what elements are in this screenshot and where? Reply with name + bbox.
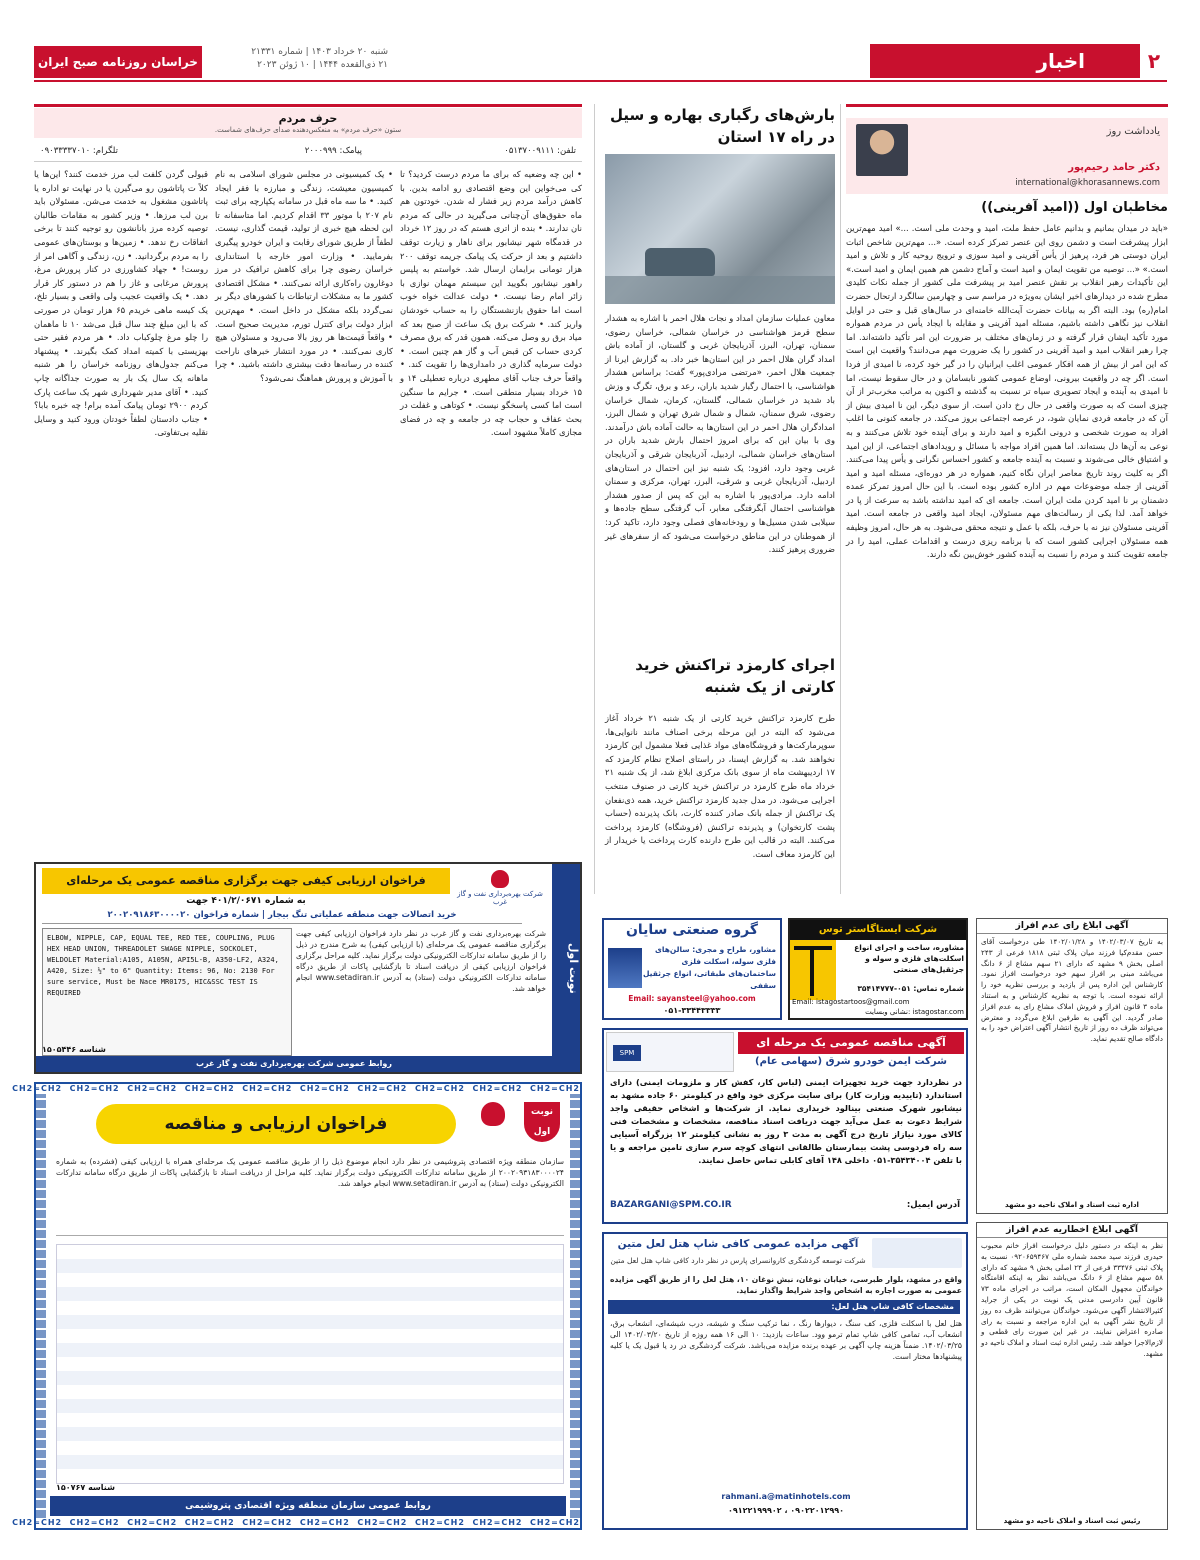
ad-istaga-title: شرکت ایستاگاستر توس [790, 920, 966, 940]
ad-spm-body: در نظردارد جهت خرید تجهیزات ایمنی (لباس کار، کفش کار و ملزومات ایمنی) دارای استاندارد (تاییدیه وزارت کار) برای سایت مرکزی خود واقع در کیلومتر ۶۰ جاده مشهد به نیشابور شهرک صنعتی بینالود خریداری نماید. از شرکت‌ها و اشخاص حقیقی واجد شرایط دعوت به عمل می‌آید جهت دریافت اسناد مناقصه، مشخصات و مشخصات فنی کالای مورد نیازاز تاریخ درج آگهی به مدت ۳ روز به نشانی کیلومتر ۱۲ بزرگراه آسیایی سه راه فردوسی پشت بیمارستان طالقانی انتهای کوچه سرم سازی تامین مراجعه و یا با تلفن ۳۵۴۳۴۰۰۴-۰۵۱ داخلی ۱۴۸ آقای کابلی تماس حاصل نمایند. [610, 1077, 962, 1165]
ad-spm-title: آگهی مناقصه عمومی یک مرحله ای [738, 1032, 964, 1054]
ad-sayan-title: گروه صنعتی سایان [625, 922, 759, 938]
editorial-title: مخاطبان اول ((امید آفرینی)) [981, 200, 1168, 215]
ad-istaga-site: istagostar.com :نشانی وبسایت [865, 1008, 964, 1016]
ad-legal-1-title: آگهی ابلاغ رای عدم افراز [977, 921, 1167, 934]
editorial-body: «باید در میدان بمانیم و بدانیم عامل حفظ ملت، امید و وحدت ملی است. ...» امید مهم‌ترین ابزار پیشرفت است و دشمن روی این عنصر تمرکز کرده است. «... مهم‌ترین شاخص اثبات ایران دوستی هر فرد، پرهیز از یأس آفرینی و امید سوزی و ترویج روحیه کار و تلاش و امید است.» «... توصیه من تقویت ایمان و امید است و آماج دشمن هم همین ایمان و امید است.» این تأکیدات رهبر انقلاب بر نقش عنصر امید بر پیشرفت ملی کشور از جمله نکات کلیدی مطرح شده در دیدارهای اخیر ایشان به‌ویژه در مراسم سی و چهارمین سالگرد ارتحال حضرت امام(ره) بود. البته اگر به بیانات حضرت آیت‌الله خامنه‌ای در سال‌های قبل و حتی در اوایل انقلاب نیز نگاهی داشته باشیم، مسئله امید آفرینی و مقابله با ایجاد یأس در مردم همواره مورد تأکید ایشان قرار گرفته و در زمان‌های مختلف بر ضرورت این امر تأکید داشته‌اند. اما چرا رهبر انقلاب امید و امید آفرینی در کشور را یک ضرورت مهم می‌دانند؟ واقعیت این است که این امر از بیش از همه افکار عمومی اغلب ایرانیان را در گیر خود کرده، نا امیدی از فردا است. اگر چه در واقعیت بیرونی، اوضاع عمومی کشور نابسامان و در حال سقوط نیست، اما نا امیدی به آینده و ایجاد تصویری سیاه تر نسبت به گذشته و اکنون به مراتب مخرب‌تر از آن چیزی است که به صورت واقعی در حال رخ دادن است. از سوی دیگر، این نا امیدی بیش از آن که در جامعه فردی نمایان شود، در عرصه اجتماعی بروز می‌کند. در جامعه کنونی ما اغلب افراد به صورت شخصی و درونی انگیزه و امید دارند و برای آینده خود تلاش می‌کنند و به نوعی به آن‌ها دل بسته‌اند. اما همین افراد مواجه با مسائل و رویدادهای اجتماعی، از این امید و اشتیاق خالی می‌شوند و نسبت به آینده جامعه و کشور احساس نگرانی و یأس پیدا می‌کنند. اگر به کلیت روند تاریخ معاصر ایران نگاه کنیم، همواره در هر دوره‌ای، مسئله امید و امید آفرینی از جمله موضوعات مهم در اداره کشور بوده است. با این حال امروز تمرکز عمده دشمنان بر نا امید کردن ملت ایران است. جامعه ای که امید نداشته باشد به سرعت از پا در خواهد آمد. لذا یکی از رسالت‌های مهم مسئولان، ایجاد امید واقعی در جامعه است. امید آفرینی مسئولان نیز نه با حرف، بلکه با عمل و نتیجه محقق می‌شود. به هر حال، امروز وظیفه همه مسئولان اجرایی کشور است که با برنامه ریزی درست و اقدامات عملی، امید را در جامعه تقویت کنند و مردم را نسبت به آینده کشور خوش‌بین نگه دارند. [846, 223, 1168, 560]
hotel-logo [872, 1238, 962, 1268]
harf-col-2: • یک کمیسیونی در مجلس شورای اسلامی به نام کمیسیون معیشت، زندگی و مبارزه با فقر ایجاد کنید. • ما سه ماه قبل در سامانه یکپارچه برای ثبت نام ۲۰۷ با موتور ۳۳ اقدام کردیم. اما متاسفانه تا این لحظه هیچ خبری از تولید، قیمت گذاری، نیست. لطفاً از طریق شورای رقابت و ایران خودرو پیگیری بفرمایید. • وزارت امور خارجه با استانداری خراسان رضوی چرا برای کاهش ترافیک در مرز دوغارون راه‌کاری ارائه نمی‌کنند. • مشکل اقتصادی کشور ما به مشکلات ارتباطات با کشورهای دیگر بر نمی‌گردد بلکه مشکل در داخل است. • مهم‌ترین ابزار دولت برای کنترل تورم، مدیریت صحیح است. • واقعاً قیمت‌ها هر روز بالا می‌رود و مسئولان هیچ کاری نمی‌کنند. • در مورد انتشار خبرهای ناراحت کننده در رسانه‌ها دقت بیشتری داشته باشید. • چرا با آموزش و پرورش هماهنگ نمی‌شود؟ [215, 169, 393, 383]
ad-spm [602, 1028, 968, 1224]
rain-headline: بارش‌های رگباری بهاره و سیل در راه ۱۷ استان [609, 106, 835, 146]
ad-legal-2 [976, 1222, 1168, 1530]
ad-hotel-spec-title: مشخصات کافی شاپ هتل لعل: [608, 1300, 960, 1314]
editorial-rule [846, 104, 1168, 119]
page-number: ۲ [1147, 49, 1161, 73]
ad-petro-body: سازمان منطقه ویژه اقتصادی پتروشیمی در نظر دارد انجام موضوع ذیل را از طریق مناقصه عمومی یک مرحله‌ای همراه با ارزیابی کیفی (فشرده) به شماره ۲۰۰۲۰۹۳۱۸۳۰۰۰۰۲۴ از طریق سامانه تدارکات الکترونیکی دولت برگزار نماید. کلیه مراحل از دریافت اسناد تا بازگشایی پاکات از طریق درگاه سامانه تدارکات الکترونیکی دولت (ستاد) به آدرس www.setadiran.ir انجام خواهد شد. [56, 1156, 564, 1236]
ad-legal-2-title: آگهی ابلاغ اخطاریه عدم افراز [977, 1225, 1167, 1238]
newspaper-logo: خراسان روزنامه صبح ایران [34, 46, 202, 78]
ad-hotel [602, 1232, 968, 1530]
ad-istaga-email: Email: istagostartoos@gmail.com [792, 998, 910, 1006]
ad-ngo-logo [456, 870, 544, 910]
ad-legal-1-footer: اداره ثبت اسناد و املاک ناحیه دو مشهد [1005, 1201, 1139, 1209]
ad-ngo-subtitle: خرید اتصالات جهت منطقه عملیاتی تنگ بیجار | شماره فراخوان ۲۰۰۲۰۹۱۸۶۳۰۰۰۰۲۰ [42, 910, 522, 924]
flame-icon [491, 870, 509, 888]
ad-ngo-company: شرکت بهره‌برداری نفت و گاز غرب [457, 890, 543, 906]
ad-spm-email: BAZARGANI@SPM.CO.IR [610, 1200, 732, 1210]
ad-ngo-tender [34, 862, 582, 1074]
editorial-email: international@khorasannews.com [1015, 178, 1160, 188]
ad-hotel-body: هتل لعل با اسکلت فلزی، کف سنگ ، دیوارها رنگ ، نما ترکیب سنگ و شیشه، درب شیشه‌ای، انشعاب برق، انشعاب آب، تمامی کافی شاپ تمام ترمو وود. ساعات بازدید: ۱۰ الی ۱۶ همه روزه از تاریخ ۱۴۰۲/۰۳/۲۰ الی ۱۴۰۲/۰۳/۲۵. ضمناً هزینه چاپ آگهی بر عهده برنده مزایده می‌باشد. شرکت گردشگری در رد یا قبول یک یا کلیه پیشنهادها مختار است. [610, 1319, 962, 1361]
date-line-2: ۲۱ ذی‌القعده ۱۴۴۴ | ۱۰ ژوئن ۲۰۲۳ [257, 60, 388, 70]
ad-legal-1-body: به تاریخ ۱۴۰۲/۰۳/۰۷ و ۱۴۰۲/۰۱/۲۸ طی درخواست آقای حسن مقدم‌کیا فرزند میان پلاک ثبتی ۱۸۱۸ فرعی از ۲۴۳ اصلی بخش ۹ مشهد که دارای ۲۱ سهم مشاع از ۶ دانگ می‌باشد مبنی بر افراز سهم خود درخواست افراز نمود. کارشناس این اداره پس از بازدید و بررسی نظریه خود را ارائه نموده است. با توجه به نظریه کارشناس و به استناد ماده ۳ قانون افراز و فروش املاک مشاع رای به عدم افراز صادر گردید. این آگهی به طرفین ابلاغ می‌گردد و معترض می‌تواند ظرف ده روز از تاریخ انتشار آگهی اعتراض خود را به دادگاه صالح تقدیم نماید. [981, 937, 1163, 1044]
divider [594, 104, 595, 894]
spm-logo-mark: SPM [613, 1045, 641, 1061]
ad-petro-id: شناسه ۱۵۰۷۶۷ [56, 1483, 115, 1492]
rain-photo [605, 154, 835, 304]
ad-petro-logo [470, 1102, 516, 1148]
section-title: اخبار [870, 44, 1140, 78]
ad-sayan-email: Email: sayansteel@yahoo.com [628, 994, 756, 1003]
ad-hotel-title: آگهی مزایده عمومی کافی شاپ هتل لعل متین [617, 1238, 859, 1250]
ad-sayan-phone: ۰۵۱-۳۳۴۴۳۳۳۳ [663, 1006, 721, 1015]
ad-legal-2-body: نظر به اینکه در دستور دلیل درخواست افراز خانم محبوب حیدری فرزند سید محمد شماره ملی ۰۹۲۰۶۵۹۴۶۷ نسبت به پلاک ثبتی ۳۳۴۷۶ فرعی از ۲۴ اصلی بخش ۹ مشهد که دارای ۵۸ سهم مشاع از ۶ دانگ می‌باشد نظر به اینکه اقامتگاه خواندگان مجهول المکان است، مراتب در اجرای ماده ۷۳ قانون آیین دادرسی مدنی یک نوبت در یکی از جراید کثیرالانتشار آگهی می‌شود. خواندگان می‌توانند ظرف ده روز از تاریخ نشر آگهی به این اداره مراجعه و نسبت به رای صادره اعتراض نمایند. در غیر این صورت رای قطعی و لازم‌الاجرا خواهد شد. رئیس اداره ثبت اسناد و املاک ناحیه دو مشهد. [981, 1241, 1164, 1358]
harf-rule [34, 104, 582, 107]
building-icon [608, 948, 642, 988]
karmozd-headline: اجرای کارمزد تراکنش خرید کارتی از یک شنبه [635, 656, 835, 696]
ad-ngo-body: شرکت بهره‌برداری نفت و گاز غرب در نظر دارد فراخوان ارزیابی کیفی جهت برگزاری مناقصه عمومی یک مرحله‌ای (با ارزیابی کیفی) به شرح مندرج در ذیل را از طریق سامانه تدارکات الکترونیکی دولت برگزار نماید. کلیه مراحل برگزاری فراخوان ارزیابی کیفی از دریافت اسناد تا بازگشایی پاکات از طریق درگاه سامانه تدارکات الکترونیکی دولت (ستاد) به آدرس www.setadiran.ir انجام خواهد شد. [296, 929, 546, 993]
ad-ngo-footer: روابط عمومی شرکت بهره‌برداری نفت و گاز غرب [36, 1056, 552, 1072]
flame-icon [481, 1102, 505, 1126]
editorial-author: دکتر حامد رحیم‌پور [1068, 162, 1160, 173]
ad-istaga-lines: مشاوره، ساخت و اجرای انواع اسکلت‌های فلزی و سوله و جرثقیل‌های صنعتی [854, 943, 964, 974]
karmozd-body: طرح کارمزد تراکنش خرید کارتی از یک شنبه ۲۱ خرداد آغاز می‌شود که البته در این مرحله برخی اصناف مانند نانوایی‌ها، سوپرمارکت‌ها و فروشگاه‌های مواد غذایی فعلا مشمول این کارمزد نخواهند شد. به گزارش ایسنا، در راستای اصلاح نظام کارمزد که ۱۷ اردیبهشت ماه از سوی بانک مرکزی ابلاغ شد، از یک شنبه ۲۱ خرداد ماه طرح کارمزد در تراکنش خرید کارتی در صنوف منتخب اجرایی می‌شود. در مدل جدید کارمزد تراکنش خرید، همه ذی‌نفعان یک تراکنش از جمله بانک صادر کننده کارت، بانک پذیرنده (حساب پشت کارتخوان) و پذیرنده تراکنش (فروشگاه) کارمزد پرداخت می‌کنند. البته در قالب این طرح دارنده کارت پرداخت یا خریدار از این کارمزد معاف است. [605, 713, 835, 859]
ad-hotel-address: واقع در مشهد، بلوار طبرسی، خیابان نوغان، نبش نوغان ۱۰، هتل لعل را از طریق آگهی مزایده عمومی به صورت اجاره به اشخاص واجد شرایط واگذار نماید. [610, 1275, 963, 1295]
harf-contacts [34, 142, 582, 162]
harf-subtitle: ستون «حرف مردم» به منعکس‌دهنده صدای حرف‌های شماست. [214, 126, 402, 134]
ad-ngo-id: شناسه ۱۵۰۵۴۴۶ [42, 1045, 106, 1054]
editorial-label: یادداشت روز [1106, 126, 1160, 137]
ad-spm-company: شرکت ایمن خودرو شرق (سهامی عام) [755, 1056, 947, 1067]
ad-legal-1 [976, 918, 1168, 1214]
harf-header [34, 108, 582, 138]
ad-sayan-lines: مشاور، طراح و مجری: سالن‌های فلزی سوله، اسکلت فلزی ساختمان‌های طبقاتی، انواع جرثقیل سقفی [642, 945, 776, 990]
car-shape [645, 248, 715, 276]
harf-sms: پیامک: ۲۰۰۰۹۹۹ [304, 146, 362, 156]
ad-petro-table [56, 1244, 564, 1484]
ad-istaga [788, 918, 968, 1020]
ad-petro-banner: نوبت اول [524, 1102, 560, 1142]
ad-petro-strip-bottom: CH2=CH2 CH2=CH2 CH2=CH2 CH2=CH2 CH2=CH2 CH2=CH2 CH2=CH2 CH2=CH2 CH2=CH2 CH2=CH2 [12, 1518, 580, 1527]
ad-hotel-phones: ۰۹۰۲۲۰۱۲۹۹۰ ، ۰۹۱۲۲۱۹۹۹۰۲ [727, 1506, 845, 1515]
ad-legal-2-footer: رئیس ثبت اسناد و املاک ناحیه دو مشهد [1003, 1517, 1141, 1525]
ad-petro-footer: روابط عمومی سازمان منطقه ویژه اقتصادی پتروشیمی [50, 1496, 566, 1516]
ad-petro [12, 1082, 582, 1530]
ad-petro-strip-left [36, 1094, 46, 1518]
author-photo [856, 124, 908, 176]
rain-body: معاون عملیات سازمان امداد و نجات هلال احمر با اشاره به هشدار سطح قرمز هواشناسی در خراسان شمالی، خراسان رضوی، سمنان، تهران، البرز، آذربایجان غربی و گلستان، از آماده باش امداد گران هلال احمر در این استان‌ها خبر داد. به گزارش ایرنا از جمعیت هلال احمر، «مرتضی مرادی‌پور» گفت: براساس هشدار هواشناسی، با احتمال رگبار شدید باران، رعد و برق، تگرگ و وزش باد شدید در خراسان شمالی، گلستان، کرمان، شمال خراسان رضوی، شرق سمنان، شمال و شمال شرق تهران و شمال البرز، امدادگران هلال احمر در این استان‌ها به حالت آماده باش درآمدند. وی با بیان این که برای امروز احتمال بارش شدید باران در استان‌های خراسان شمالی، اردبیل، آذربایجان شرقی و آذربایجان غربی وجود دارد، افزود: یک شنبه نیز این احتمال در استان‌های اردبیل، آذربایجان غربی و شرقی، البرز، تهران، مرکزی و سمنان ادامه دارد. مرادی‌پور با اشاره به این که پس از صدور هشدار هواشناسی احتمال آبگرفتگی معابر، آب گرفتگی سطح جاده‌ها و سیلابی شدن مسیل‌ها و رودخانه‌های فصلی وجود دارد، تاکید کرد: از هموطنان در این مناطق درخواست می‌شود که از سفرهای غیر ضروری پرهیز کنند. [605, 313, 835, 555]
harf-telegram: تلگرام: ۰۹۰۳۳۳۳۷۰۱۰ [40, 146, 118, 156]
harf-phone: تلفن: ۰۵۱۳۷۰۰۹۱۱۱ [504, 146, 576, 156]
ad-ngo-title: فراخوان ارزیابی کیفی جهت برگزاری مناقصه عمومی یک مرحله‌ای [42, 868, 450, 894]
spm-logo [606, 1032, 734, 1072]
ad-ngo-banner: نوبت اول [552, 864, 580, 1072]
ad-petro-strip-top: CH2=CH2 CH2=CH2 CH2=CH2 CH2=CH2 CH2=CH2 CH2=CH2 CH2=CH2 CH2=CH2 CH2=CH2 CH2=CH2 [12, 1084, 580, 1093]
issue-date [208, 46, 388, 72]
ad-ngo-number: به شماره ۴۰۱/۲/۰۶۷۱ جهت [186, 896, 306, 906]
editorial-author-box [846, 118, 1168, 194]
ad-spm-email-label: آدرس ایمیل: [906, 1200, 960, 1210]
harf-col-1: • این چه وضعیه که برای ما مردم درست کردید؟ تا کی می‌خواین این وضع اقتصادی رو ادامه بدین. با کاهش درآمد مردم زیر فشار له شدن. خودتون هم ماه حقوق‌های آن‌چنانی می‌گیرید در حالی که مردم نان ندارند. • بنده از اتری هستم که در روز ۱۲ خرداد در قدمگاه شهر نیشابور برای ناهار و زیارت توقف داشتیم و بعد از حرکت یک پیامک جریمه توقف ۲۰۰ هزار تومانی برایمان ارسال شد. خواستم به پلیس راهور نیشابور بگویید این سیستم مهمان نوازی با زائر امام رضا نیست. • دولت عدالت خواه خوب است اما حقوق بازنشستگان را به حساب خودشان واریز کند. • شرکت برق یک ساعت از صبح بعد که میاد برق رو وصل می‌کنه. همون قدر که برق مصرف کردی حساب کن قبض آب و گاز هم چنین است. • دولت سرمایه گذاری در دامداری‌ها را تقویت کند. • واقعاً حرف جناب آقای مطهری درباره تعطیلی ۱۴ و ۱۵ خرداد بسیار منطقی است. • جرایم ما سنگین است اما کسی پاسخگو نیست. • کوتاهی و غفلت در بحث عفاف و حجاب چه در جامعه و چه در فضای مجازی کاملاً مشهود است. [400, 169, 582, 438]
ad-ngo-spec: ELBOW, NIPPLE, CAP, EQUAL TEE, RED TEE, COUPLING, PLUG HEX HEAD UNION, THREADOLET SWAGE NIPPLE, SOCKOLET, WELDOLET Material:A105, A105N, API5L-B, A350-LF2, A324, A420, Size: ½" to 6" Quantity: Items: 96, No: 2130 For sure service, Must be Nace MR0175, HIC&SSC TEST IS REQUIRED [42, 928, 292, 1056]
ad-hotel-email: rahmani.a@matinhotels.com [721, 1492, 851, 1501]
divider [840, 104, 841, 894]
harf-col-3: قبولی گردن کلفت لب مرز خدمت کنند؟ این‌ها یا کلاً ت پاتاشون رو می‌گیرن یا در نهایت تو اداره یا پاتاشون مشغول به خدمت می‌شن. مسئولان باید برن لب مرزها. • وزیر کشور به مقامات طالبان توصیه کرده مرز بانانشون رو توجیه کنند تا برخی اتفاقات رخ ندهد. • زمین‌ها و بوستان‌های عمومی را به مردم برگردانید. • زن، زندگی و آگاهی امر از روست! • جهاد کشاورزی در کنار پرورش مرغ، پرورش مرغابی و غاز را هم در دستور کار قرار دهد. • یک واقعیت عجیب ولی واقعی و بسیار تلخ، یک کیسه ماهی خریدم ۶۵ هزار تومان در صورتی که با این مبلغ چند سال قبل می‌شد ۱۰ تا ماهمان را چلو مرغ چلوکباب داد. • هر مردم فقیر حتی بهزیستی با کمیته امداد کمک بگیرند. • پیشنهاد می‌کنم جدول‌های روزنامه خراسان را هر شنبه ماهانه یک سال یک بار به صورت جداگانه چاپ کنید. • آقای مدیر شهرداری شهر یک ساعت پارک کردم ۲۹۰۰ تومان پیامک آمده برام! چه خبره بابا؟ • جناب دادستان لطفاً خودتان ورود کنید و وسایل نقلیه بی‌تفاوتی. [34, 169, 209, 438]
ad-petro-strip-right [570, 1094, 580, 1518]
ad-istaga-phone: شماره تماس: ۰۵۱-۳۵۴۱۴۷۷۷ [857, 984, 964, 993]
ad-petro-title: فراخوان ارزیابی و مناقصه [96, 1104, 456, 1144]
crane-icon [790, 940, 836, 1000]
ad-sayan [602, 918, 782, 1020]
date-line-1: شنبه ۲۰ خرداد ۱۴۰۳ | شماره ۲۱۳۳۱ [251, 47, 388, 57]
flood-water [605, 276, 835, 304]
ad-hotel-subtitle: شرکت توسعه گردشگری کاروانسرای پارس در نظر دارد کافی شاپ هتل لعل متین [610, 1256, 866, 1265]
harf-title: حرف مردم [278, 112, 338, 125]
